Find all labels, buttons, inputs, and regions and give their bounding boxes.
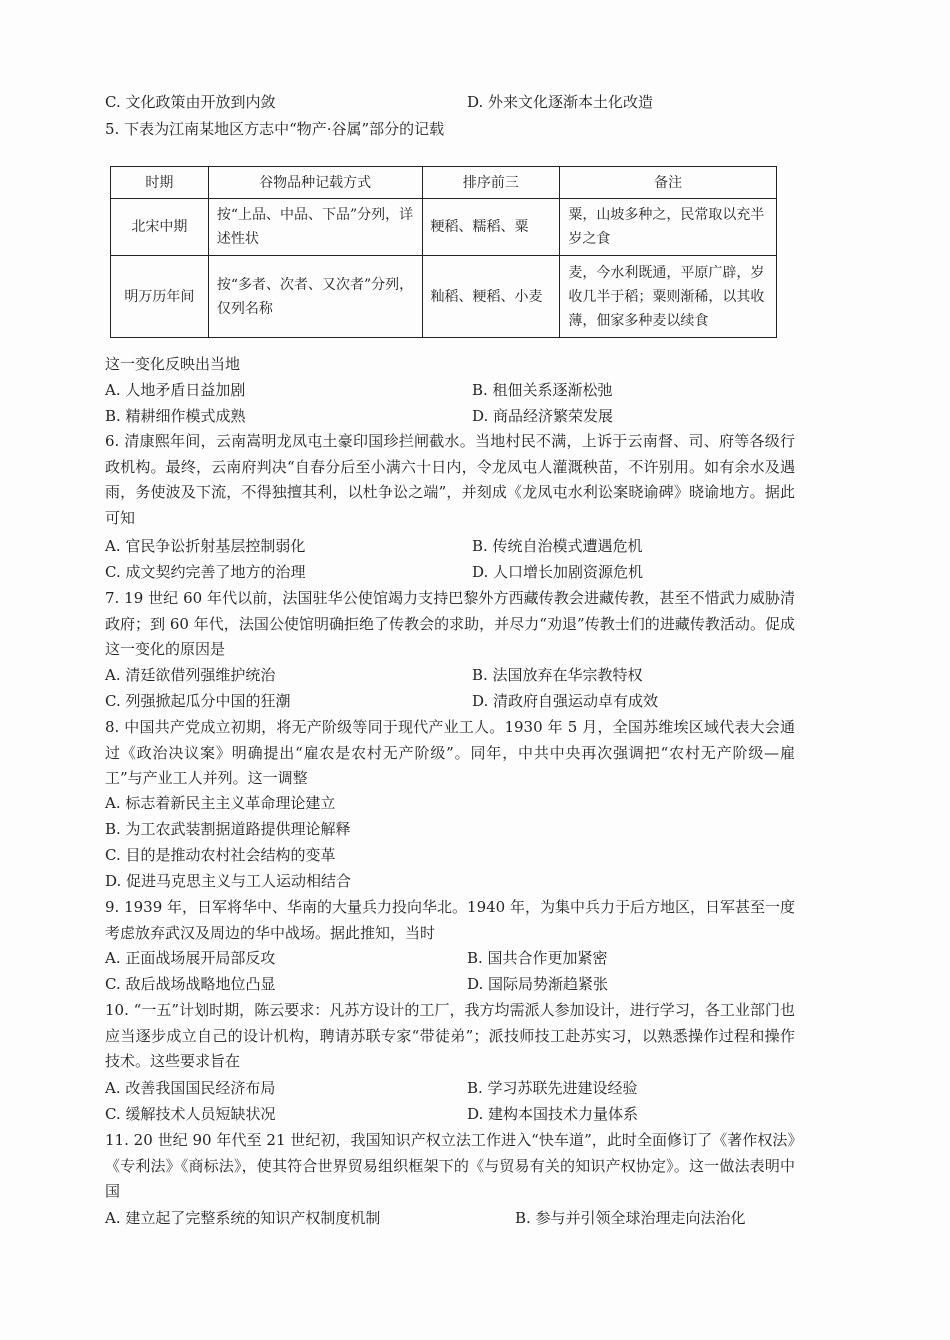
q9-option-c: C. 敌后战场战略地位凸显 (105, 975, 276, 993)
q9-option-b: B. 国共合作更加紧密 (467, 949, 608, 967)
q8-option-d: D. 促进马克思主义与工人运动相结合 (105, 872, 352, 890)
q5-option-b: B. 租佃关系逐渐松弛 (472, 381, 613, 399)
q5-stem: 5. 下表为江南某地区方志中“物产·谷属”部分的记载 (105, 120, 445, 138)
q10-stem: 10. “一五”计划时期，陈云要求：凡苏方设计的工厂，我方均需派人参加设计，进行学习，各工业部门也应当逐步成立自己的设计机构，聘请苏联专家“带徒弟”；派技师技工赴苏实习，以熟悉操作过程和操作技术。这些要求旨在 (105, 1001, 795, 1070)
q11-option-a: A. 建立起了完整系统的知识产权制度机制 (105, 1209, 381, 1227)
q10-option-b: B. 学习苏联先进建设经验 (467, 1079, 638, 1097)
q7-option-a: A. 清廷欲借列强维护统治 (105, 666, 276, 684)
q7-option-c: C. 列强掀起瓜分中国的狂潮 (105, 692, 291, 710)
q5-option-c: B. 精耕细作模式成熟 (105, 407, 246, 425)
table-cell: 北宋中期 (111, 199, 209, 256)
table-cell: 按“上品、中品、下品”分列，详述性状 (208, 199, 422, 256)
q5-option-a: A. 人地矛盾日益加剧 (105, 381, 246, 399)
q8-option-a: A. 标志着新民主主义革命理论建立 (105, 794, 336, 812)
table-cell: 按“多者、次者、又次者”分列，仅列名称 (208, 256, 422, 338)
q4-option-d: D. 外来文化逐渐本土化改造 (467, 93, 654, 111)
q9-option-a: A. 正面战场展开局部反攻 (105, 949, 276, 967)
q8-stem: 8. 中国共产党成立初期，将无产阶级等同于现代产业工人。1930 年 5 月，全国苏维埃区域代表大会通过《政治决议案》明确提出“雇农是农村无产阶级”。同年，中共中央再次强调把“农村无产阶级—雇工”与产业工人并列。这一调整 (105, 718, 795, 787)
table-cell: 籼稻、粳稻、小麦 (422, 256, 560, 338)
q7-option-d: D. 清政府自强运动卓有成效 (472, 692, 659, 710)
table-cell: 麦，今水利既通，平原广辟，岁收几半于稻；粟则渐稀，以其收薄，佃家多种麦以续食 (560, 256, 777, 338)
table-header: 时期 (111, 167, 209, 199)
table-cell: 粟，山坡多种之，民常取以充半岁之食 (560, 199, 777, 256)
q10-option-a: A. 改善我国国民经济布局 (105, 1079, 276, 1097)
table-header: 备注 (560, 167, 777, 199)
table-row (111, 199, 777, 256)
q9-option-d: D. 国际局势渐趋紧张 (467, 975, 609, 993)
q8-option-b: B. 为工农武装割据道路提供理论解释 (105, 820, 351, 838)
q5-tail: 这一变化反映出当地 (105, 355, 241, 373)
q6-option-c: C. 成文契约完善了地方的治理 (105, 563, 306, 581)
table-header: 排序前三 (422, 167, 560, 199)
q6-option-a: A. 官民争讼折射基层控制弱化 (105, 537, 306, 555)
q11-option-b: B. 参与并引领全球治理走向法治化 (515, 1209, 746, 1227)
q7-option-b: B. 法国放弃在华宗教特权 (472, 666, 643, 684)
q6-stem: 6. 清康熙年间，云南嵩明龙凤屯土豪印国珍拦闸截水。当地村民不满，上诉于云南督、司、府等各级行政机构。最终，云南府判决“自春分后至小满六十日内，令龙凤屯人灌溉秧苗，不许别用。如有余水及遇雨，务使波及下流，不得独擅其利，以杜争讼之端”，并刻成《龙凤屯水利讼案晓谕碑》晓谕地方。据此可知 (105, 432, 795, 527)
q6-option-b: B. 传统自治模式遭遇危机 (472, 537, 643, 555)
q9-stem: 9. 1939 年，日军将华中、华南的大量兵力投向华北。1940 年，为集中兵力于后方地区，日军甚至一度考虑放弃武汉及周边的华中战场。据此推知，当时 (105, 898, 795, 942)
q10-option-d: D. 建构本国技术力量体系 (467, 1105, 639, 1123)
table-row (111, 256, 777, 338)
q6-option-d: D. 人口增长加剧资源危机 (472, 563, 644, 581)
table-header-row (111, 167, 777, 199)
q10-option-c: C. 缓解技术人员短缺状况 (105, 1105, 276, 1123)
q4-option-c: C. 文化政策由开放到内敛 (105, 93, 276, 111)
table-cell: 粳稻、糯稻、粟 (422, 199, 560, 256)
q5-option-d: D. 商品经济繁荣发展 (472, 407, 614, 425)
table-header: 谷物品种记载方式 (208, 167, 422, 199)
q11-stem: 11. 20 世纪 90 年代至 21 世纪初，我国知识产权立法工作进入“快车道”，此时全面修订了《著作权法》《专利法》《商标法》，使其符合世界贸易组织框架下的《与贸易有关的知识产权协定》。这一做法表明中国 (105, 1131, 795, 1200)
q7-stem: 7. 19 世纪 60 年代以前，法国驻华公使馆竭力支持巴黎外方西藏传教会进藏传教，甚至不惜武力威胁清政府；到 60 年代，法国公使馆明确拒绝了传教会的求助，并尽力“劝退”传教士们的进藏传教活动。促成这一变化的原因是 (105, 589, 795, 658)
q5-table (110, 166, 777, 338)
q8-option-c: C. 目的是推动农村社会结构的变革 (105, 846, 336, 864)
table-cell: 明万历年间 (111, 256, 209, 338)
